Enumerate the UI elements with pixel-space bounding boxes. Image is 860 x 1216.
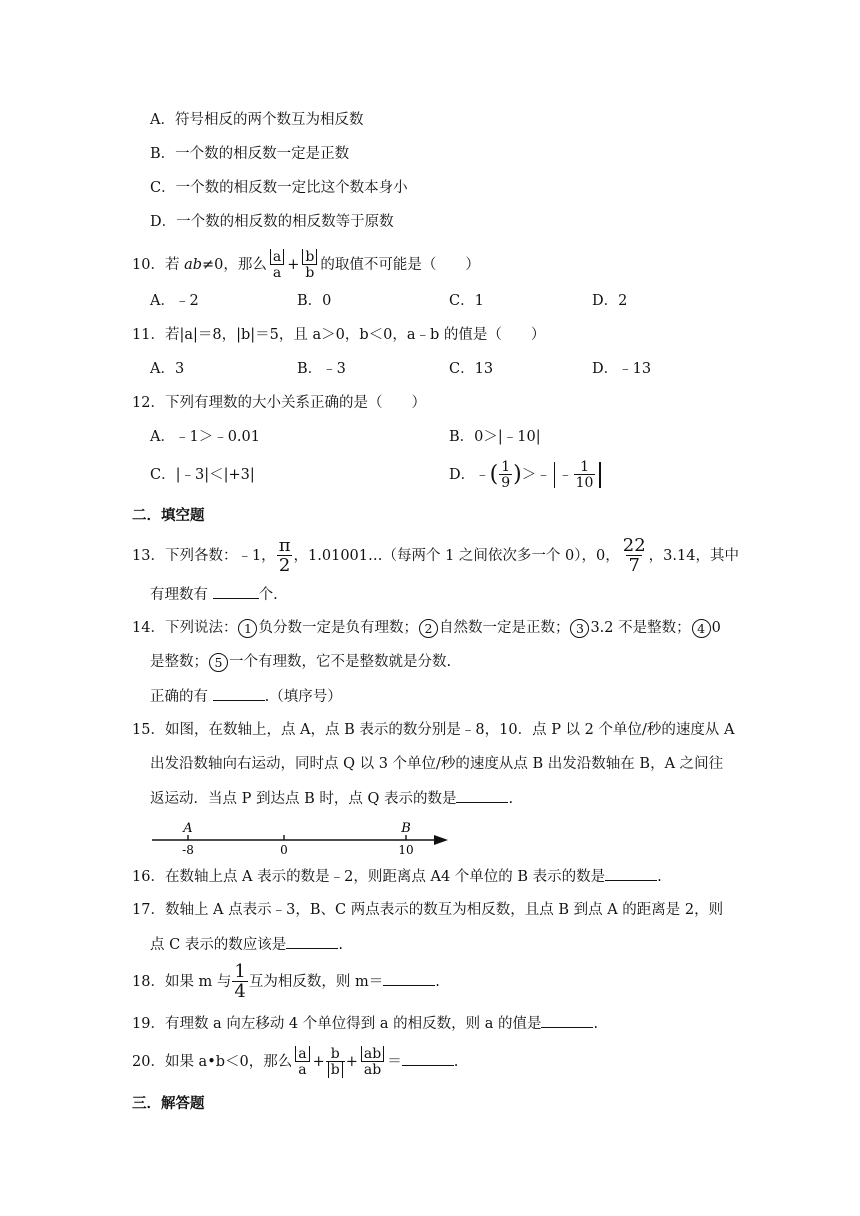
q20-fraction-3 — [359, 1047, 386, 1077]
q14-pre: 14．下列说法： — [132, 620, 238, 636]
question-11: 11．若|a|＝8，|b|＝5，且 a＞0，b＜0，a﹣b 的值是（ ） — [132, 327, 546, 343]
left-paren: ( — [489, 462, 499, 487]
q10-frac1-den: a — [272, 265, 282, 281]
q13-f-den: 7 — [628, 555, 640, 576]
q13-pi-fraction — [277, 537, 293, 575]
question-13-line2 — [150, 584, 278, 605]
q14-s2: 自然数一定是正数； — [438, 620, 570, 636]
question-13 — [132, 533, 739, 579]
q13-line2-post: 个. — [258, 587, 278, 603]
answer-blank[interactable] — [213, 584, 259, 599]
q10-text: 若 — [164, 257, 180, 273]
abs-bar-right — [599, 462, 600, 488]
q20-f2-den: b — [328, 1062, 343, 1078]
q20-fraction-1 — [293, 1047, 311, 1077]
question-15-line3 — [150, 788, 513, 809]
q20-f2-num: b — [330, 1046, 340, 1062]
answer-blank[interactable] — [456, 788, 508, 803]
circled-4: 4 — [692, 619, 711, 638]
q10-frac1-num: a — [270, 249, 284, 265]
q18-post: . — [435, 974, 440, 990]
answer-blank[interactable] — [286, 934, 338, 949]
question-17-line2 — [150, 934, 343, 955]
q14-s5: 一个有理数，它不是整数就是分数. — [229, 654, 452, 670]
q13-pi-den: 2 — [278, 555, 291, 576]
q12-d-f1-den: 9 — [501, 475, 511, 491]
question-15-line2: 出发沿数轴向右运动，同时点 Q 以 3 个单位/秒的速度从点 B 出发沿数轴在 B，A 之间往 — [150, 756, 724, 772]
q13-pi-num: π — [278, 535, 291, 556]
question-20 — [132, 1040, 458, 1084]
q20-plus2: + — [345, 1054, 358, 1070]
q11-option-a: A．3 — [150, 361, 185, 377]
q17-line2-post: . — [338, 937, 343, 953]
q15-line3-pre: 返运动．当点 P 到达点 B 时，点 Q 表示的数是 — [150, 791, 457, 807]
q14-line3-pre: 正确的有 — [150, 689, 213, 705]
point-a-label: A — [183, 821, 193, 836]
question-19 — [132, 1013, 598, 1034]
question-18 — [132, 961, 440, 1003]
circled-1: 1 — [238, 619, 257, 638]
q13-line2-pre: 有理数有 — [150, 587, 213, 603]
q9-option-b: B．一个数的相反数一定是正数 — [150, 146, 350, 162]
answer-blank[interactable] — [605, 866, 657, 881]
point-b-label: B — [401, 821, 411, 836]
q19-pre: 19．有理数 a 向左移动 4 个单位得到 a 的相反数，则 a 的值是 — [132, 1016, 542, 1032]
q12-option-c: C．|﹣3|＜|+3| — [150, 467, 255, 483]
q20-f1-num: a — [295, 1046, 309, 1062]
section-heading-fill-in: 二．填空题 — [132, 508, 205, 524]
q20-eq: ＝ — [387, 1054, 402, 1070]
q12-d-fraction-2 — [574, 460, 596, 490]
q14-line2-s4: 是整数； — [150, 654, 208, 670]
question-14-line3 — [150, 686, 342, 707]
q12-option-b: B．0＞|﹣10| — [449, 429, 541, 445]
q11-option-c: C．13 — [449, 361, 494, 377]
q12-d-gt: ＞﹣ — [521, 467, 551, 483]
point-b-value: 10 — [398, 843, 414, 857]
q14-s3: 3.2 不是整数； — [590, 620, 691, 636]
question-12: 12．下列有理数的大小关系正确的是（ ） — [132, 395, 426, 411]
q12-d-f1-num: 1 — [501, 459, 511, 475]
q10-var: ab — [184, 257, 202, 273]
q12-d-fraction-1 — [499, 460, 512, 490]
q18-f-den: 4 — [234, 981, 246, 1002]
number-line-figure — [150, 818, 460, 858]
q12-d-f2-den: 10 — [575, 475, 594, 491]
q15-line3-post: . — [508, 791, 514, 807]
q18-mid: 互为相反数，则 m＝ — [248, 974, 384, 990]
question-14 — [132, 618, 721, 638]
arrow-head-icon — [434, 835, 448, 845]
question-10 — [132, 243, 480, 287]
q11-option-b: B．﹣3 — [297, 361, 346, 377]
q20-post: . — [453, 1054, 459, 1070]
q10-cond: ≠0，那么 — [202, 257, 267, 273]
question-number: 10． — [132, 257, 165, 273]
point-a-value: -8 — [182, 843, 194, 857]
answer-blank[interactable] — [402, 1051, 454, 1066]
q14-s1: 负分数一定是负有理数； — [258, 620, 418, 636]
q12-d-inner-minus: ﹣ — [558, 467, 573, 483]
q13-fraction-22-7 — [621, 537, 648, 575]
question-14-line2 — [150, 652, 451, 672]
answer-blank[interactable] — [541, 1013, 593, 1028]
q9-option-a: A．符号相反的两个数互为相反数 — [150, 112, 364, 128]
q12-option-d — [449, 455, 604, 495]
q20-fraction-2 — [326, 1047, 345, 1077]
q20-f3-num: ab — [361, 1046, 384, 1062]
q19-post: . — [593, 1016, 599, 1032]
q10-frac2-num: b — [302, 249, 317, 265]
q20-f3-den: ab — [363, 1062, 382, 1078]
q10-frac2-den: b — [305, 265, 315, 281]
q17-line2-pre: 点 C 表示的数应该是 — [150, 937, 287, 953]
q13-post: ，3.14，其中 — [648, 548, 739, 564]
q10-option-c: C．1 — [449, 293, 484, 309]
q10-option-a: A．﹣2 — [150, 293, 199, 309]
question-15-line1: 15．如图，在数轴上，点 A，点 B 表示的数分别是﹣8，10．点 P 以 2 个单位/秒的速度从 A — [132, 722, 735, 738]
answer-blank[interactable] — [213, 686, 265, 701]
q10-plus: + — [287, 257, 300, 273]
answer-blank[interactable] — [383, 971, 435, 986]
abs-bar-left — [554, 462, 555, 488]
q14-s4: 0 — [711, 620, 721, 636]
q12-option-a: A．﹣1＞﹣0.01 — [150, 429, 260, 445]
q12-d-minus: ﹣ — [475, 467, 490, 483]
q18-fraction — [232, 963, 247, 1001]
q12-d-f2-num: 1 — [580, 459, 590, 475]
q9-option-d: D．一个数的相反数的相反数等于原数 — [150, 214, 394, 230]
q16-pre: 16．在数轴上点 A 表示的数是﹣2，则距离点 A4 个单位的 B 表示的数是 — [132, 869, 606, 885]
question-16 — [132, 866, 662, 887]
q10-option-b: B．0 — [297, 293, 332, 309]
q10-tail: 的取值不可能是（ ） — [320, 257, 480, 273]
q11-option-d: D．﹣13 — [592, 361, 652, 377]
q16-post: . — [657, 869, 662, 885]
q13-mid: ，1.01001…（每两个 1 之间依次多一个 0），0， — [293, 548, 620, 564]
section-heading-solve: 三．解答题 — [132, 1096, 205, 1112]
q10-fraction-a — [268, 250, 286, 280]
q20-f1-den: a — [298, 1062, 307, 1078]
q20-plus1: + — [312, 1054, 325, 1070]
q13-pre: 13．下列各数：﹣1， — [132, 548, 276, 564]
q9-option-c: C．一个数的相反数一定比这个数本身小 — [150, 180, 408, 196]
circled-2: 2 — [419, 619, 438, 638]
q18-pre: 18．如果 m 与 — [132, 974, 232, 990]
q12-d-label: D． — [449, 467, 476, 483]
circled-5: 5 — [209, 653, 228, 672]
q14-line3-post: .（填序号） — [264, 689, 342, 705]
q20-pre: 20．如果 a•b＜0，那么 — [132, 1054, 293, 1070]
q13-f-num: 22 — [622, 535, 646, 556]
question-17-line1: 17．数轴上 A 点表示﹣3，B、C 两点表示的数互为相反数，且点 B 到点 A 的距离是 2，则 — [132, 902, 724, 918]
q10-option-d: D．2 — [592, 293, 628, 309]
q18-f-num: 1 — [234, 961, 246, 982]
q10-fraction-b — [300, 250, 319, 280]
origin-value: 0 — [280, 843, 288, 857]
right-paren: ) — [513, 462, 522, 487]
circled-3: 3 — [570, 619, 589, 638]
